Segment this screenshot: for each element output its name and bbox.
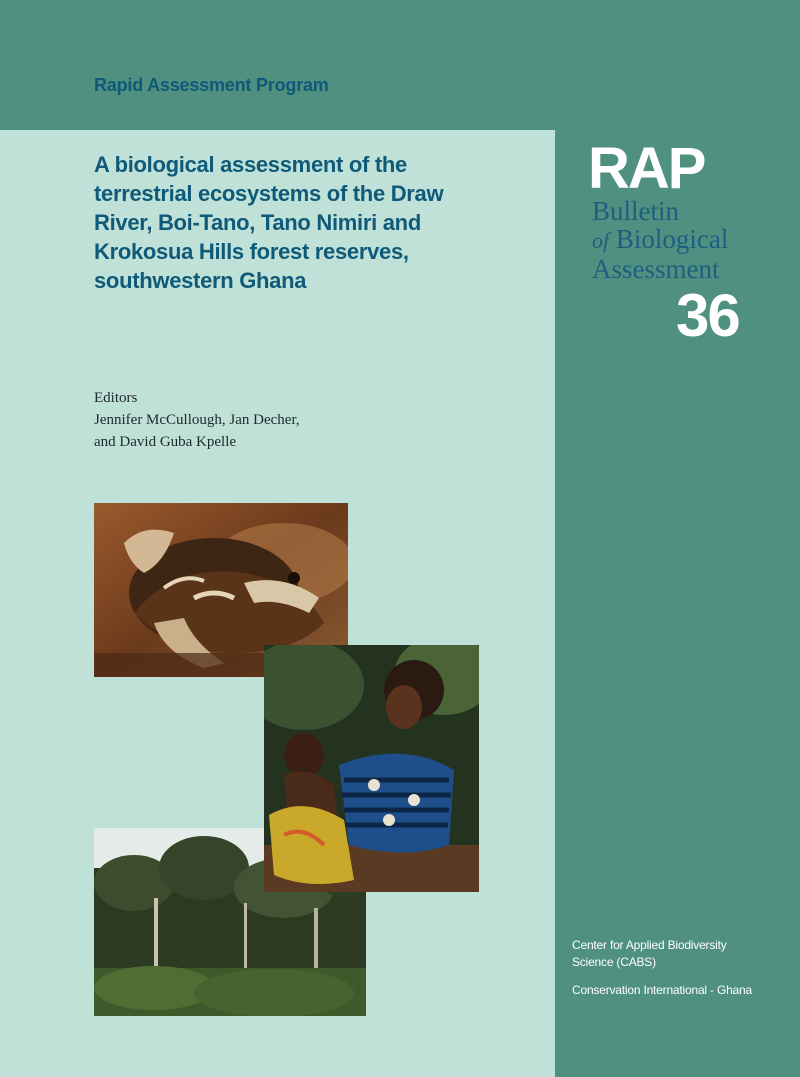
title-line: A biological assessment of the: [94, 152, 407, 177]
series-title-line: [592, 225, 728, 255]
title-line: Krokosua Hills forest reserves,: [94, 239, 409, 264]
title-line: terrestrial ecosystems of the Draw: [94, 181, 444, 206]
publisher-block: [572, 937, 752, 999]
series-title-biological: Biological: [609, 224, 729, 254]
bulletin-number: 36: [676, 282, 739, 349]
cover-top-band: [0, 0, 800, 130]
rap-logo-text: RAP: [588, 136, 705, 201]
editors-label: Editors: [94, 390, 138, 406]
series-title-of: of: [592, 228, 610, 253]
editors-block: [94, 387, 300, 453]
series-title: [592, 197, 728, 283]
cover-title: [94, 150, 524, 295]
publisher-line: Center for Applied Biodiversity: [572, 938, 727, 952]
woman-with-child-photo: [264, 645, 479, 892]
title-line: River, Boi-Tano, Tano Nimiri and: [94, 210, 421, 235]
editors-names: and David Guba Kpelle: [94, 434, 237, 450]
program-name: Rapid Assessment Program: [94, 75, 329, 95]
publisher-line: Science (CABS): [572, 955, 656, 969]
series-title-line: Bulletin: [592, 196, 679, 226]
editors-names: Jennifer McCullough, Jan Decher,: [94, 412, 300, 428]
series-title-line: Assessment: [592, 254, 720, 284]
publisher-line: Conservation International - Ghana: [572, 983, 752, 997]
title-line: southwestern Ghana: [94, 268, 307, 293]
